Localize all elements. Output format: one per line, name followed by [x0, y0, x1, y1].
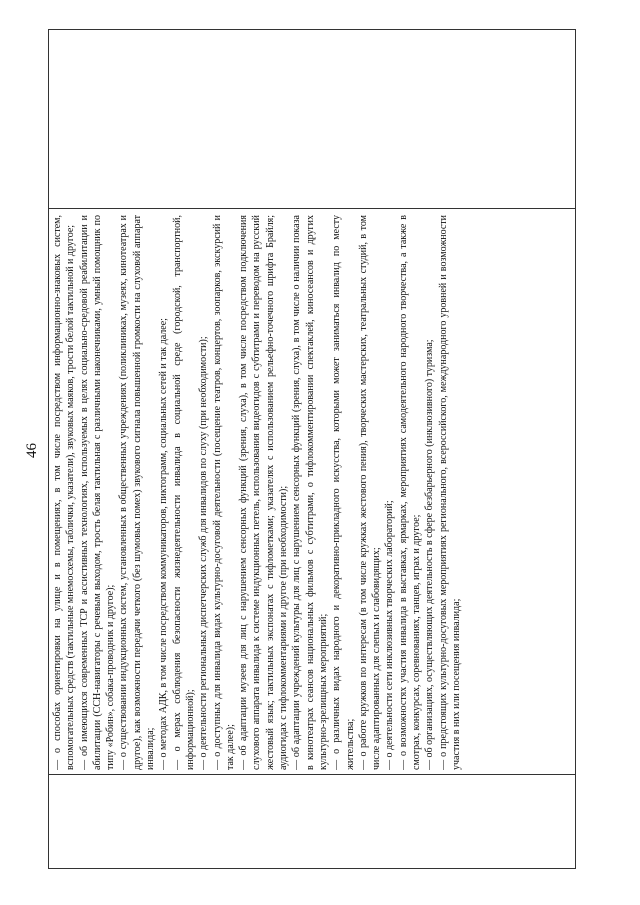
list-item: — о работе кружков по интересам (в том числе кружках жестового пения), творческих мастерских, театральных студий, в том числе адаптированных для слепых и слабовидящих;	[357, 215, 383, 770]
list-item: — об имеющихся современных ТСР и ассистивных технологиях, используемых в целях социально-средовой реабилитации и абилитации (ССН-навигаторы с речевым выходом, трость белая тактильная с различными наконечниками, умный помощник по типу «Робин», собака-проводник и другое);	[78, 215, 117, 770]
table-column-right	[49, 30, 575, 209]
list-item: — о различных видах народного и декоративно-прикладного искусства, которыми может заниматься инвалид по месту жительства;	[331, 215, 356, 770]
table-column-left	[49, 774, 575, 868]
list-item: — о способах ориентировки на улице и в помещениях, в том числе посредством информационно-знаковых систем, вспомогательных средств (тактильные мнемосхемы, таблички, указатели), звуковых маяков, трости белой тактильной и другое;	[52, 215, 77, 770]
list-item: — об адаптации музеев для лиц с нарушением сенсорных функций (зрения, слуха), в том числе посредством подключения слухового аппарата инвалида к системе индукционных петель, использования видеогидов с субтитрами и переводом на русский жестовый язык; тактильных экспонатах с тифлометками; указателях с использованием рельефно-точечного шрифта Брайля; аудиогидах с тифлокомментариями и другое (при необходимости);	[238, 215, 290, 770]
list-item: — о предстоящих культурно-досуговых мероприятиях регионального, всероссийского, международного уровней и возможности участия в них или посещения инвалида;	[437, 215, 462, 770]
list-item: — о доступных для инвалида видах культурно-досуговой деятельности (посещение театров, концертов, зоопарков, экскурсий и так далее);	[211, 215, 236, 770]
page-number: 46	[24, 443, 40, 458]
list-item: — о деятельности сети инклюзивных творческих лабораторий;	[384, 500, 396, 770]
list-item: — о методах АДК, в том числе посредством коммуникаторов, пиктограмм, социальных сетей и так далее;	[158, 318, 170, 770]
list-item: — о мерах соблюдения безопасности жизнедеятельности инвалида в социальной среде (городской, транспортной, информационной);	[171, 215, 196, 770]
list-item: — о деятельности региональных диспетчерских служб для инвалидов по слуху (при необходимости);	[198, 336, 210, 770]
table	[48, 29, 576, 869]
table-cell-text	[51, 215, 573, 770]
list-item: — об адаптации учреждений культуры для лиц с нарушением сенсорных функций (зрения, слуха), в том числе о наличии показа в кинотеатрах сеансов национальных фильмов с субтитрами, о тифлокомментировании спектаклей, киносеансов и других культурно-зрелищных мероприятий;	[291, 215, 329, 770]
list-item: — о возможностях участия инвалида в выставках, ярмарках, мероприятиях самодеятельного народного творчества, а также в смотрах, конкурсах, соревнованиях, танцев, играх и другое;	[397, 215, 423, 770]
list-item: — об организациях, осуществляющих деятельность в сфере безбарьерного (инклюзивного) туризма;	[424, 339, 436, 770]
list-item: — о существовании индукционных систем, установленных в общественных учреждениях (поликлиниках, музеях, кинотеатрах и другое), как возможности передачи четкого (без шумовых помех) звукового сигнала повышенной громкости на слуховой аппарат инвалида;	[118, 215, 157, 770]
rotated-page	[24, 18, 599, 883]
